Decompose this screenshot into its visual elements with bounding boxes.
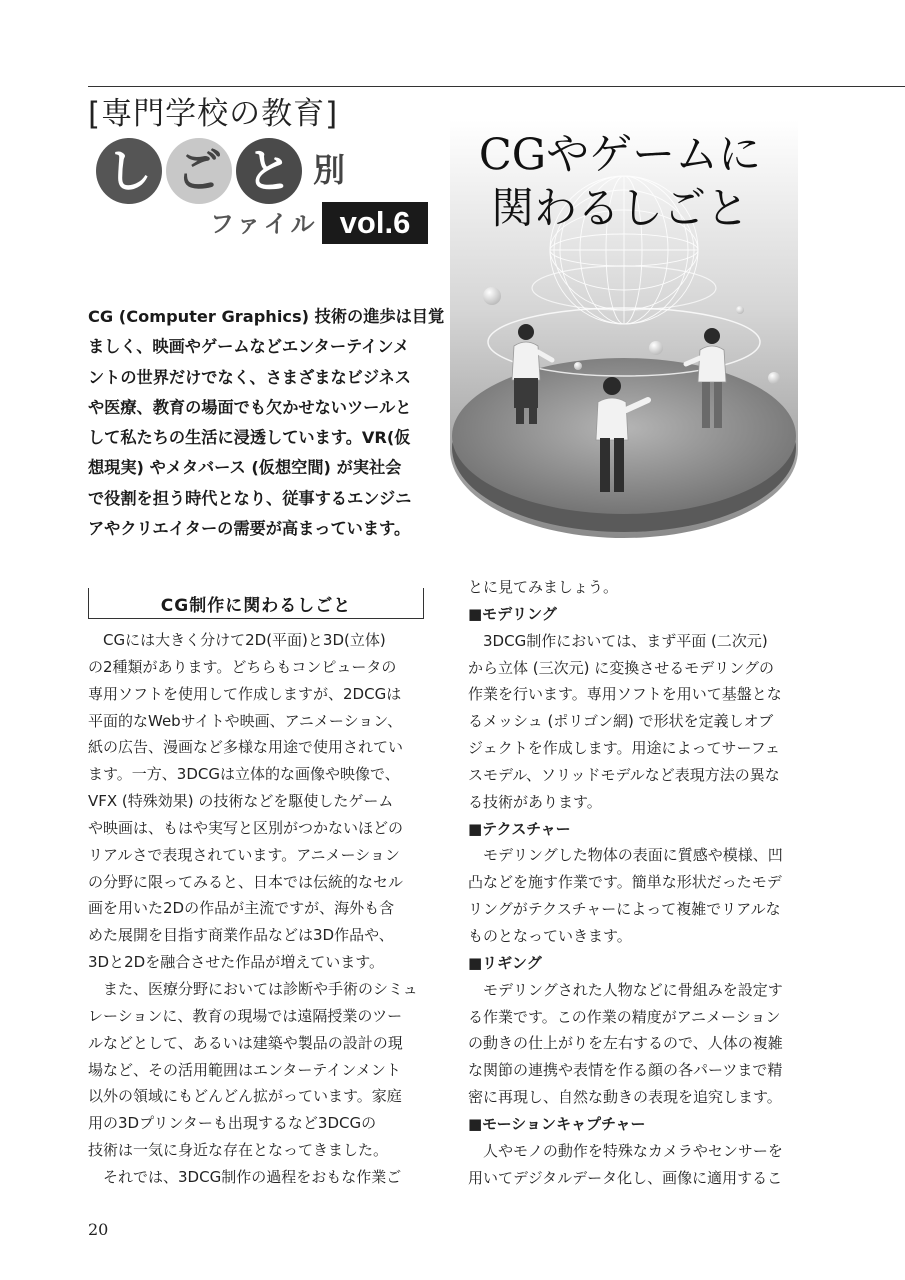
body-line: モデリングした物体の表面に質感や模様、凹 <box>468 846 783 865</box>
lead-line: 想現実) やメタバース (仮想空間) が実社会 <box>88 458 402 478</box>
lead-line: して私たちの生活に浸透しています。VR(仮 <box>88 428 411 448</box>
body-line: ものとなっていきます。 <box>468 926 632 945</box>
body-line: 凸などを施す作業です。簡単な形状だったモデ <box>468 873 782 892</box>
body-column-right <box>468 574 808 1191</box>
hero-title-line: 関わるしごと <box>491 184 749 234</box>
lead-line: ントの世界だけでなく、さまざまなビジネス <box>88 367 411 387</box>
hero-title <box>440 128 800 236</box>
body-line: 専用ソフトを使用して作成しますが、2DCGは <box>88 684 402 703</box>
body-line: の動きの仕上がりを左右するので、人体の複雑 <box>468 1034 783 1053</box>
body-line: 密に再現し、自然な動きの表現を追究します。 <box>468 1088 782 1107</box>
body-line: 以外の領域にもどんどん拡がっています。家庭 <box>88 1087 402 1106</box>
body-line: 用の3Dプリンターも出現するなど3DCGの <box>88 1114 377 1133</box>
body-line: の2種類があります。どちらもコンピュータの <box>88 657 397 676</box>
body-line: それでは、3DCG制作の過程をおもな作業ご <box>88 1167 402 1186</box>
body-line: スモデル、ソリッドモデルなど表現方法の異な <box>468 765 780 784</box>
body-line: また、医療分野においては診断や手術のシミュ <box>88 979 418 998</box>
body-line: レーションに、教育の現場では遠隔授業のツー <box>88 1006 403 1025</box>
subsection-heading: ■モーションキャプチャー <box>468 1114 646 1133</box>
series-title: [専門学校の教育] <box>88 96 339 132</box>
floating-sphere <box>574 362 582 370</box>
badge-circle-2: ご <box>166 138 232 204</box>
section-heading: CG制作に関わるしごと <box>88 588 424 619</box>
body-line: 作業を行います。専用ソフトを用いて基盤とな <box>468 685 782 704</box>
body-line: 場など、その活用範囲はエンターテインメント <box>88 1060 401 1079</box>
body-line: 人やモノの動作を特殊なカメラやセンサーを <box>468 1141 783 1160</box>
body-line: から立体 (三次元) に変換させるモデリングの <box>468 658 774 677</box>
top-rule <box>88 86 905 87</box>
lead-line: で役割を担う時代となり、従事するエンジニ <box>88 488 412 508</box>
page-number: 20 <box>88 1220 109 1239</box>
body-line: VFX (特殊効果) の技術などを駆使したゲーム <box>88 792 394 811</box>
badge-suffix: 別 <box>313 151 346 189</box>
lead-paragraph <box>88 302 445 544</box>
body-line: モデリングされた人物などに骨組みを設定す <box>468 980 783 999</box>
body-line: リングがテクスチャーによって複雑でリアルな <box>468 900 781 919</box>
vol-badge: vol.6 <box>322 202 428 244</box>
body-line: 3Dと2Dを融合させた作品が増えています。 <box>88 953 384 972</box>
body-line: ルなどとして、あるいは建築や製品の設計の現 <box>88 1033 403 1052</box>
body-line: の分野に限ってみると、日本では伝統的なセル <box>88 872 404 891</box>
floating-sphere <box>483 287 501 305</box>
body-line: 用いてデジタルデータ化し、画像に適用するこ <box>468 1168 783 1187</box>
body-line: る作業です。この作業の精度がアニメーション <box>468 1007 781 1026</box>
body-line: ます。一方、3DCGは立体的な画像や映像で、 <box>88 765 400 784</box>
body-line: な関節の連携や表情を作る顔の各パーツまで精 <box>468 1061 783 1080</box>
floating-sphere <box>649 341 663 355</box>
body-line: 平面的なWebサイトや映画、アニメーション、 <box>88 711 403 730</box>
lead-line: ましく、映画やゲームなどエンターテインメ <box>88 337 410 357</box>
subsection-heading: ■リギング <box>468 953 542 972</box>
body-line: リアルさで表現されています。アニメーション <box>88 845 400 864</box>
lead-line: や医療、教育の場面でも欠かせないツールと <box>88 397 412 417</box>
badge-circle-3: と <box>236 138 302 204</box>
badge-circle-1: し <box>96 138 162 204</box>
lead-line: アやクリエイターの需要が高まっています。 <box>88 519 411 539</box>
body-line: 3DCG制作においては、まず平面 (二次元) <box>468 631 768 650</box>
floating-sphere <box>768 372 780 384</box>
body-line: とに見てみましょう。 <box>468 578 619 596</box>
subsection-heading: ■モデリング <box>468 604 557 623</box>
subsection-heading: ■テクスチャー <box>468 819 571 838</box>
body-line: る技術があります。 <box>468 792 602 811</box>
body-line: るメッシュ (ポリゴン網) で形状を定義しオブ <box>468 712 774 731</box>
body-column-left <box>88 627 424 1191</box>
lead-line: CG (Computer Graphics) 技術の進歩は目覚 <box>88 307 445 326</box>
body-line: 画を用いた2Dの作品が主流ですが、海外も含 <box>88 899 395 918</box>
body-line: や映画は、もはや実写と区別がつかないほどの <box>88 818 404 837</box>
hero-title-line: CGやゲームに <box>478 130 762 180</box>
body-line: めた展開を目指す商業作品などは3D作品や、 <box>88 926 394 945</box>
body-line: 技術は一気に身近な存在となってきました。 <box>88 1141 389 1160</box>
body-line: ジェクトを作成します。用途によってサーフェ <box>468 739 781 758</box>
file-label: ファイル <box>210 210 318 238</box>
body-line: 紙の広告、漫画など多様な用途で使用されてい <box>88 738 404 757</box>
body-line: CGには大きく分けて2D(平面)と3D(立体) <box>88 631 386 649</box>
floating-sphere <box>736 306 744 314</box>
